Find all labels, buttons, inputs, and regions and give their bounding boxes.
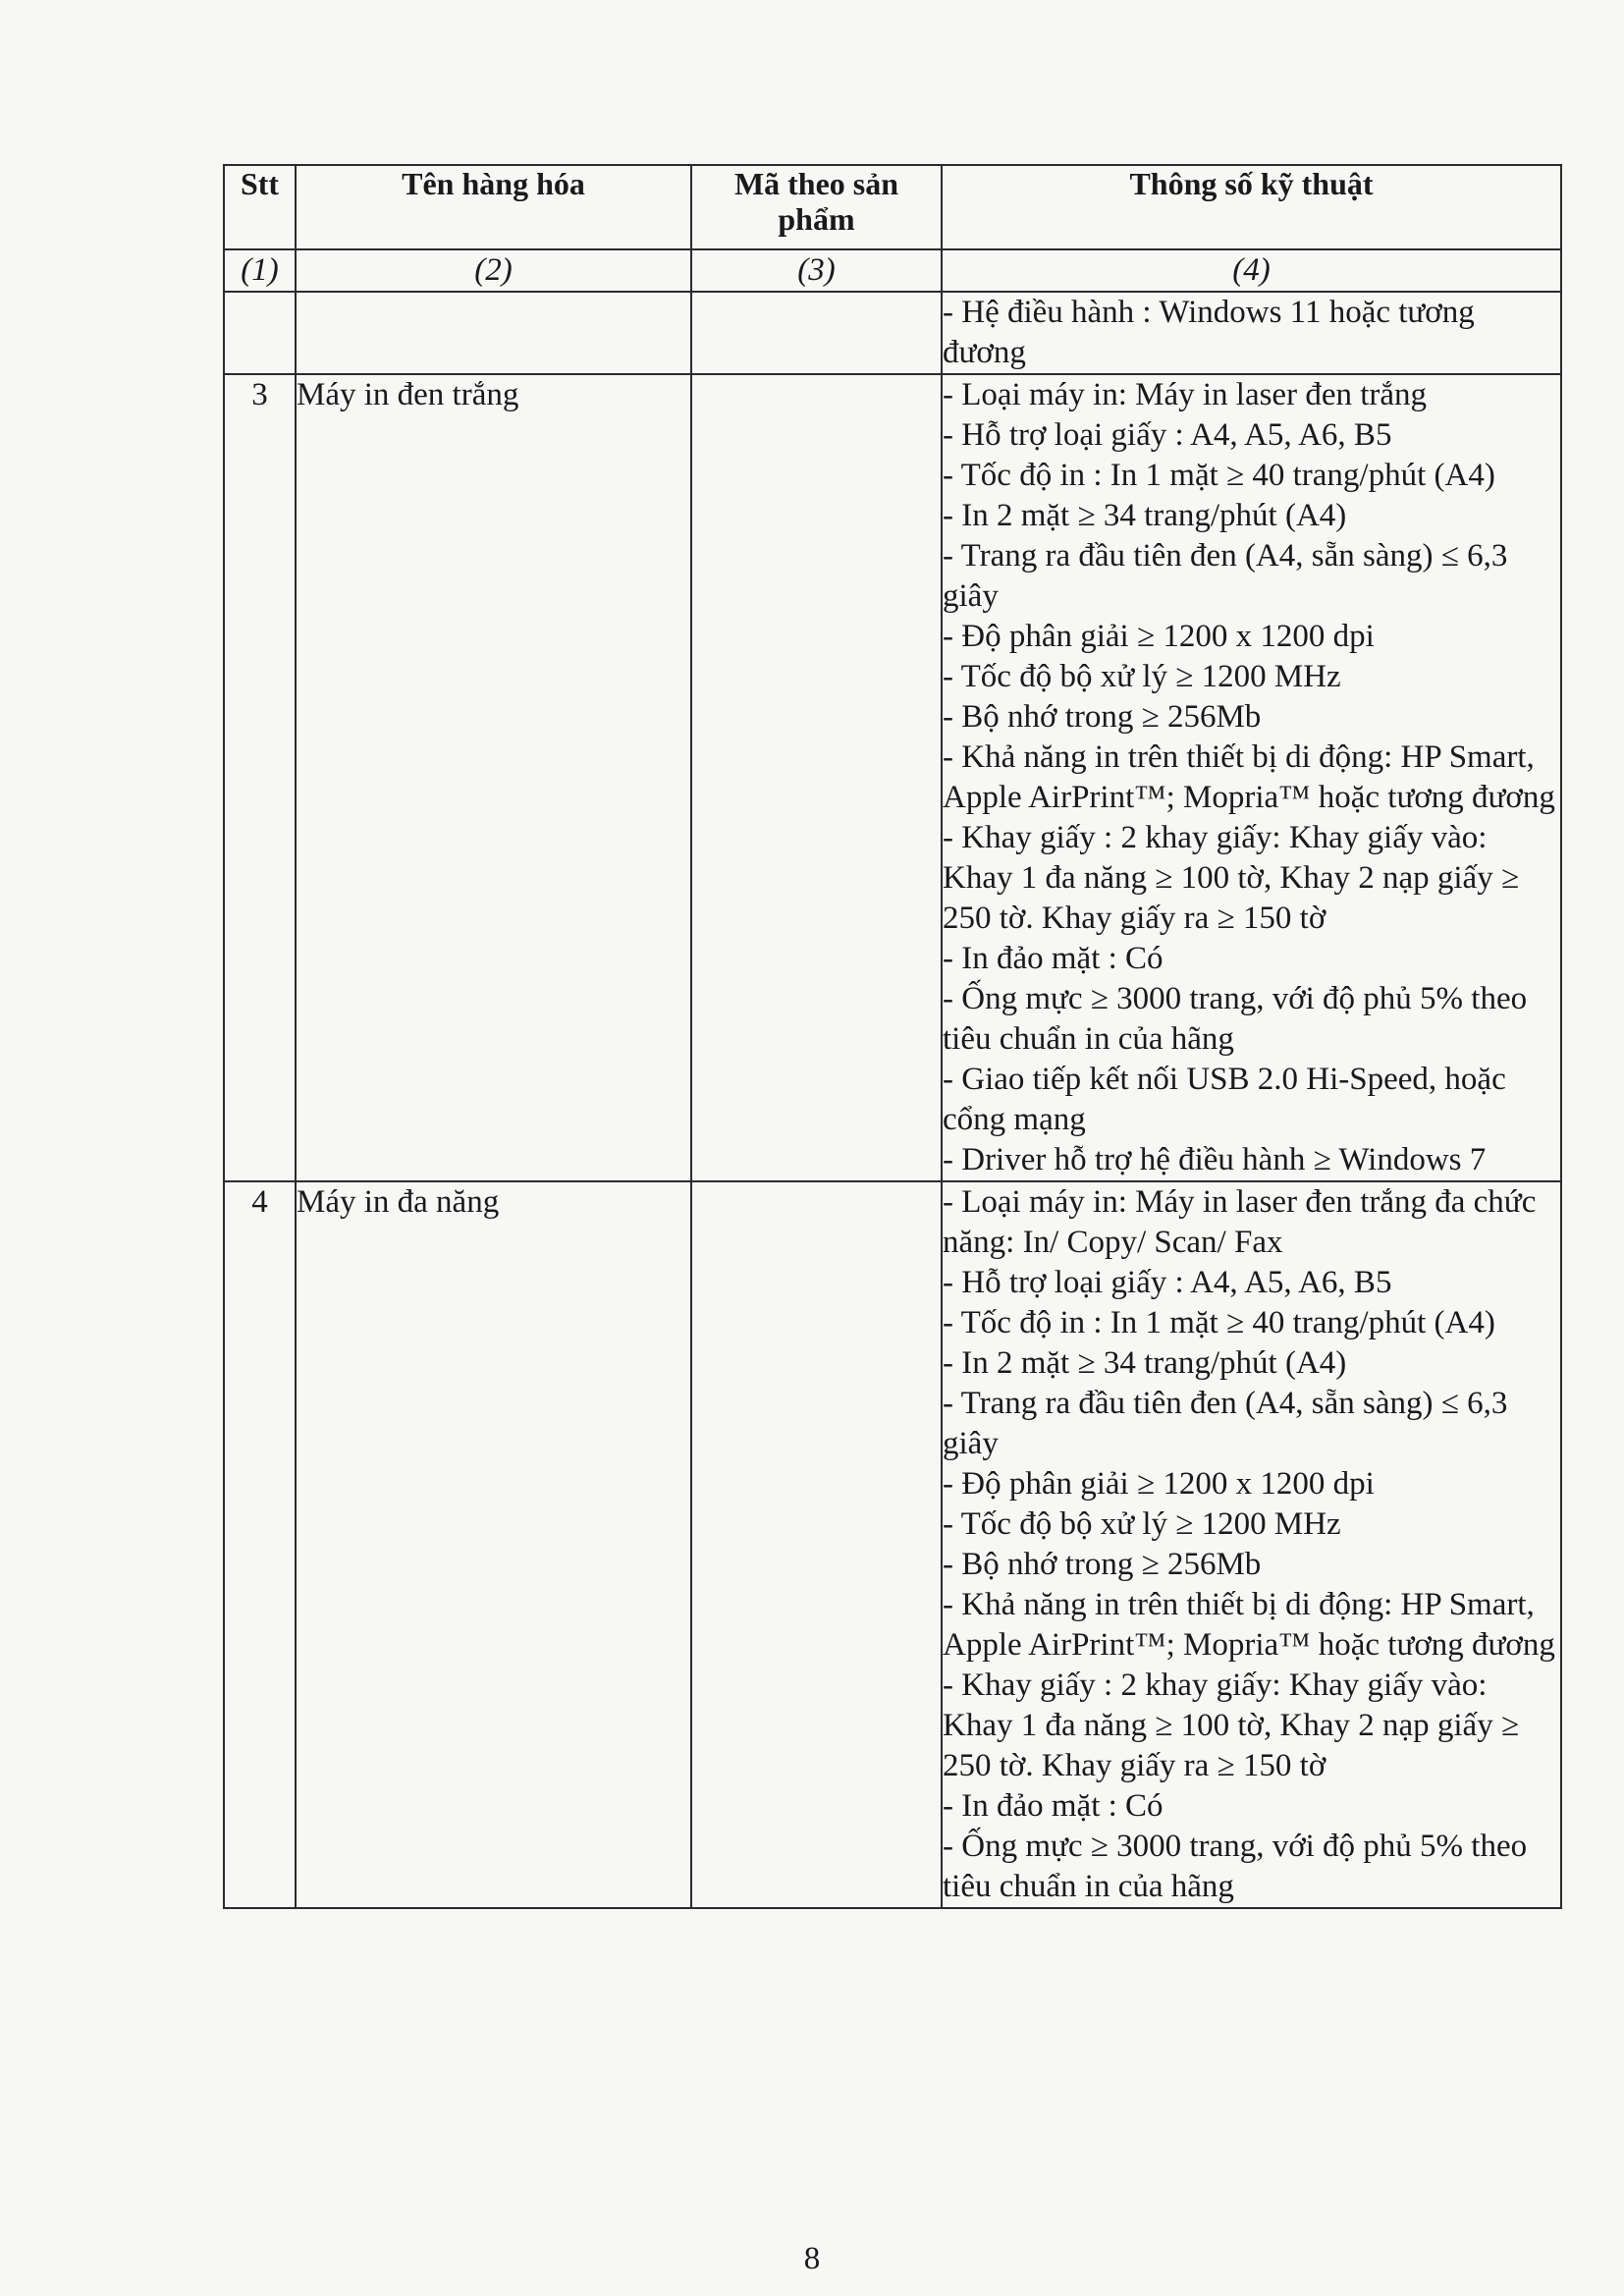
continuation-spec-cell bbox=[942, 292, 1561, 374]
spec-line: - Driver hỗ trợ hệ điều hành ≥ Windows 7 bbox=[943, 1142, 1487, 1177]
continuation-name-cell bbox=[296, 292, 691, 374]
spec-line: - Trang ra đầu tiên đen (A4, sẵn sàng) ≤ 6,3 giây bbox=[943, 538, 1508, 614]
spec-line: - Khả năng in trên thiết bị di động: HP Smart, Apple AirPrint™; Mopria™ hoặc tương đương bbox=[943, 1587, 1555, 1663]
header-spec: Thông số kỹ thuật bbox=[942, 165, 1561, 249]
column-number-4: (4) bbox=[942, 249, 1561, 292]
spec-line: - Khay giấy : 2 khay giấy: Khay giấy vào: Khay 1 đa năng ≥ 100 tờ, Khay 2 nạp giấy ≥ 250 tờ. Khay giấy ra ≥ 150 tờ bbox=[943, 820, 1520, 936]
column-number-2: (2) bbox=[296, 249, 691, 292]
spec-line: - Ống mực ≥ 3000 trang, với độ phủ 5% theo tiêu chuẩn in của hãng bbox=[943, 1829, 1528, 1904]
page-number: 8 bbox=[803, 2241, 821, 2276]
row-product-name: Máy in đa năng bbox=[296, 1181, 691, 1908]
column-number-row bbox=[224, 249, 1561, 292]
spec-line: - Tốc độ in : In 1 mặt ≥ 40 trang/phút (A4) bbox=[943, 458, 1495, 493]
spec-line: - Hỗ trợ loại giấy : A4, A5, A6, B5 bbox=[943, 417, 1392, 453]
header-name: Tên hàng hóa bbox=[296, 165, 691, 249]
spec-line: - Bộ nhớ trong ≥ 256Mb bbox=[943, 1547, 1262, 1582]
spec-table bbox=[223, 164, 1562, 1909]
spec-line: - Khả năng in trên thiết bị di động: HP Smart, Apple AirPrint™; Mopria™ hoặc tương đương bbox=[943, 739, 1555, 815]
spec-line: - In 2 mặt ≥ 34 trang/phút (A4) bbox=[943, 1345, 1347, 1381]
header-row bbox=[224, 165, 1561, 249]
column-number-3: (3) bbox=[691, 249, 942, 292]
continuation-stt-cell bbox=[224, 292, 296, 374]
spec-line: - Tốc độ bộ xử lý ≥ 1200 MHz bbox=[943, 1506, 1341, 1542]
continuation-code-cell bbox=[691, 292, 942, 374]
header-stt: Stt bbox=[224, 165, 296, 249]
row-product-code bbox=[691, 374, 942, 1181]
spec-line: - Giao tiếp kết nối USB 2.0 Hi-Speed, hoặc cổng mạng bbox=[943, 1062, 1506, 1137]
header-code: Mã theo sản phẩm bbox=[691, 165, 942, 249]
continuation-row bbox=[224, 292, 1561, 374]
row-product-name: Máy in đen trắng bbox=[296, 374, 691, 1181]
spec-line: - Hệ điều hành : Windows 11 hoặc tương đương bbox=[943, 295, 1475, 370]
spec-line: - Hỗ trợ loại giấy : A4, A5, A6, B5 bbox=[943, 1265, 1392, 1300]
row-product-code bbox=[691, 1181, 942, 1908]
spec-line: - Độ phân giải ≥ 1200 x 1200 dpi bbox=[943, 1466, 1375, 1502]
spec-line: - Tốc độ bộ xử lý ≥ 1200 MHz bbox=[943, 659, 1341, 694]
spec-line: - Tốc độ in : In 1 mặt ≥ 40 trang/phút (A4) bbox=[943, 1305, 1495, 1340]
spec-line: - Bộ nhớ trong ≥ 256Mb bbox=[943, 699, 1262, 735]
spec-line: - In đảo mặt : Có bbox=[943, 1788, 1164, 1824]
column-number-1: (1) bbox=[224, 249, 296, 292]
spec-line: - Ống mực ≥ 3000 trang, với độ phủ 5% theo tiêu chuẩn in của hãng bbox=[943, 981, 1528, 1057]
table-row bbox=[224, 1181, 1561, 1908]
row-stt: 4 bbox=[224, 1181, 296, 1908]
spec-line: - In 2 mặt ≥ 34 trang/phút (A4) bbox=[943, 498, 1347, 533]
row-stt: 3 bbox=[224, 374, 296, 1181]
spec-line: - Khay giấy : 2 khay giấy: Khay giấy vào: Khay 1 đa năng ≥ 100 tờ, Khay 2 nạp giấy ≥ 250 tờ. Khay giấy ra ≥ 150 tờ bbox=[943, 1667, 1520, 1783]
row-spec-cell bbox=[942, 1181, 1561, 1908]
spec-line: - Loại máy in: Máy in laser đen trắng bbox=[943, 377, 1428, 412]
spec-line: - Loại máy in: Máy in laser đen trắng đa chức năng: In/ Copy/ Scan/ Fax bbox=[943, 1184, 1537, 1260]
spec-line: - In đảo mặt : Có bbox=[943, 941, 1164, 976]
row-spec-cell bbox=[942, 374, 1561, 1181]
spec-line: - Độ phân giải ≥ 1200 x 1200 dpi bbox=[943, 619, 1375, 654]
spec-line: - Trang ra đầu tiên đen (A4, sẵn sàng) ≤ 6,3 giây bbox=[943, 1386, 1508, 1461]
table-row bbox=[224, 374, 1561, 1181]
